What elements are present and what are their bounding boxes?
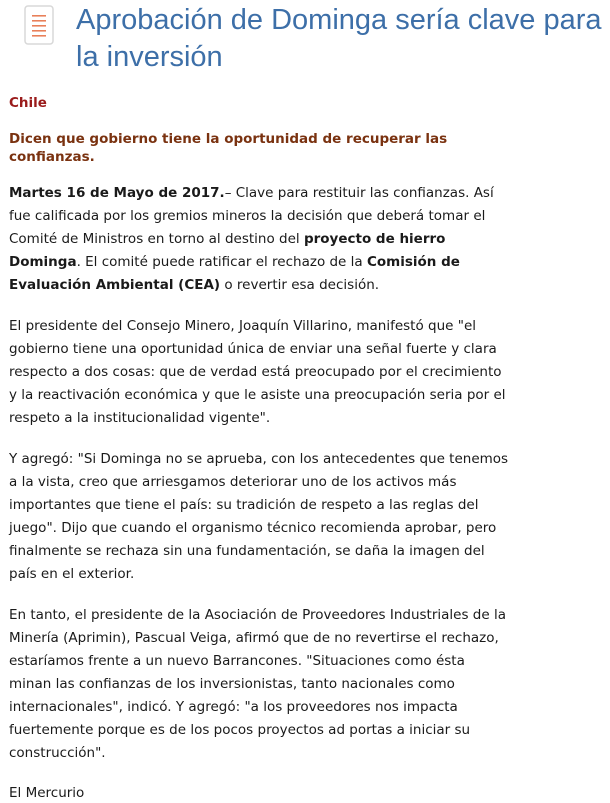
article-title: Aprobación de Dominga sería clave para la inversión [76, 4, 602, 73]
article-source: El Mercurio [9, 785, 85, 801]
paragraph-1 [9, 182, 509, 297]
section-label: Chile [9, 95, 47, 111]
project-name: proyecto de hierro Dominga [9, 231, 446, 270]
paragraph-1-text-c: o revertir esa decisión. [220, 277, 380, 293]
article-date: Martes 16 de Mayo de 2017. [9, 185, 225, 201]
paragraph-3: Y agregó: "Si Dominga no se aprueba, con los antecedentes que tenemos a la vista, creo que arriesgamos deteriorar uno de los activos más importantes que tiene el país: su tradición de respeto a las reglas del juego". Dijo que cuando el organismo técnico recomienda aprobar, pero finalmente se rechaza sin una fundamentación, se daña la imagen del país en el exterior. [9, 451, 509, 582]
paragraph-2: El presidente del Consejo Minero, Joaquín Villarino, manifestó que "el gobierno tiene una oportunidad única de enviar una señal fuerte y clara respecto a dos cosas: que de verdad está preocupado por el crecimiento y la reactivación económica y que le asiste una preocupación seria por el respeto a la institucionalidad vigente". [9, 318, 506, 426]
article-lead: Dicen que gobierno tiene la oportunidad de recuperar las confianzas. [9, 131, 448, 165]
article-header [0, 0, 610, 82]
paragraph-1-text-b: . El comité puede ratificar el rechazo de la [76, 254, 367, 270]
document-icon [24, 5, 54, 45]
paragraph-4: En tanto, el presidente de la Asociación de Proveedores Industriales de la Minería (Aprimin), Pascual Veiga, afirmó que de no revertirse el rechazo, estaríamos frente a un nuevo Barrancones. "Situaciones como ésta minan las confianzas de los inversionistas, tanto nacionales como internacionales", indicó. Y agregó: "a los proveedores nos impacta fuertemente porque es de los pocos proyectos ad portas a iniciar su construcción". [9, 607, 506, 761]
paragraph-1-text-a: – Clave para restituir las confianzas. Así fue calificada por los gremios mineros la decisión que deberá tomar el Comité de Ministros en torno al destino del [9, 185, 494, 247]
commission-name: Comisión de Evaluación Ambiental (CEA) [9, 254, 460, 293]
article-body [9, 94, 509, 803]
